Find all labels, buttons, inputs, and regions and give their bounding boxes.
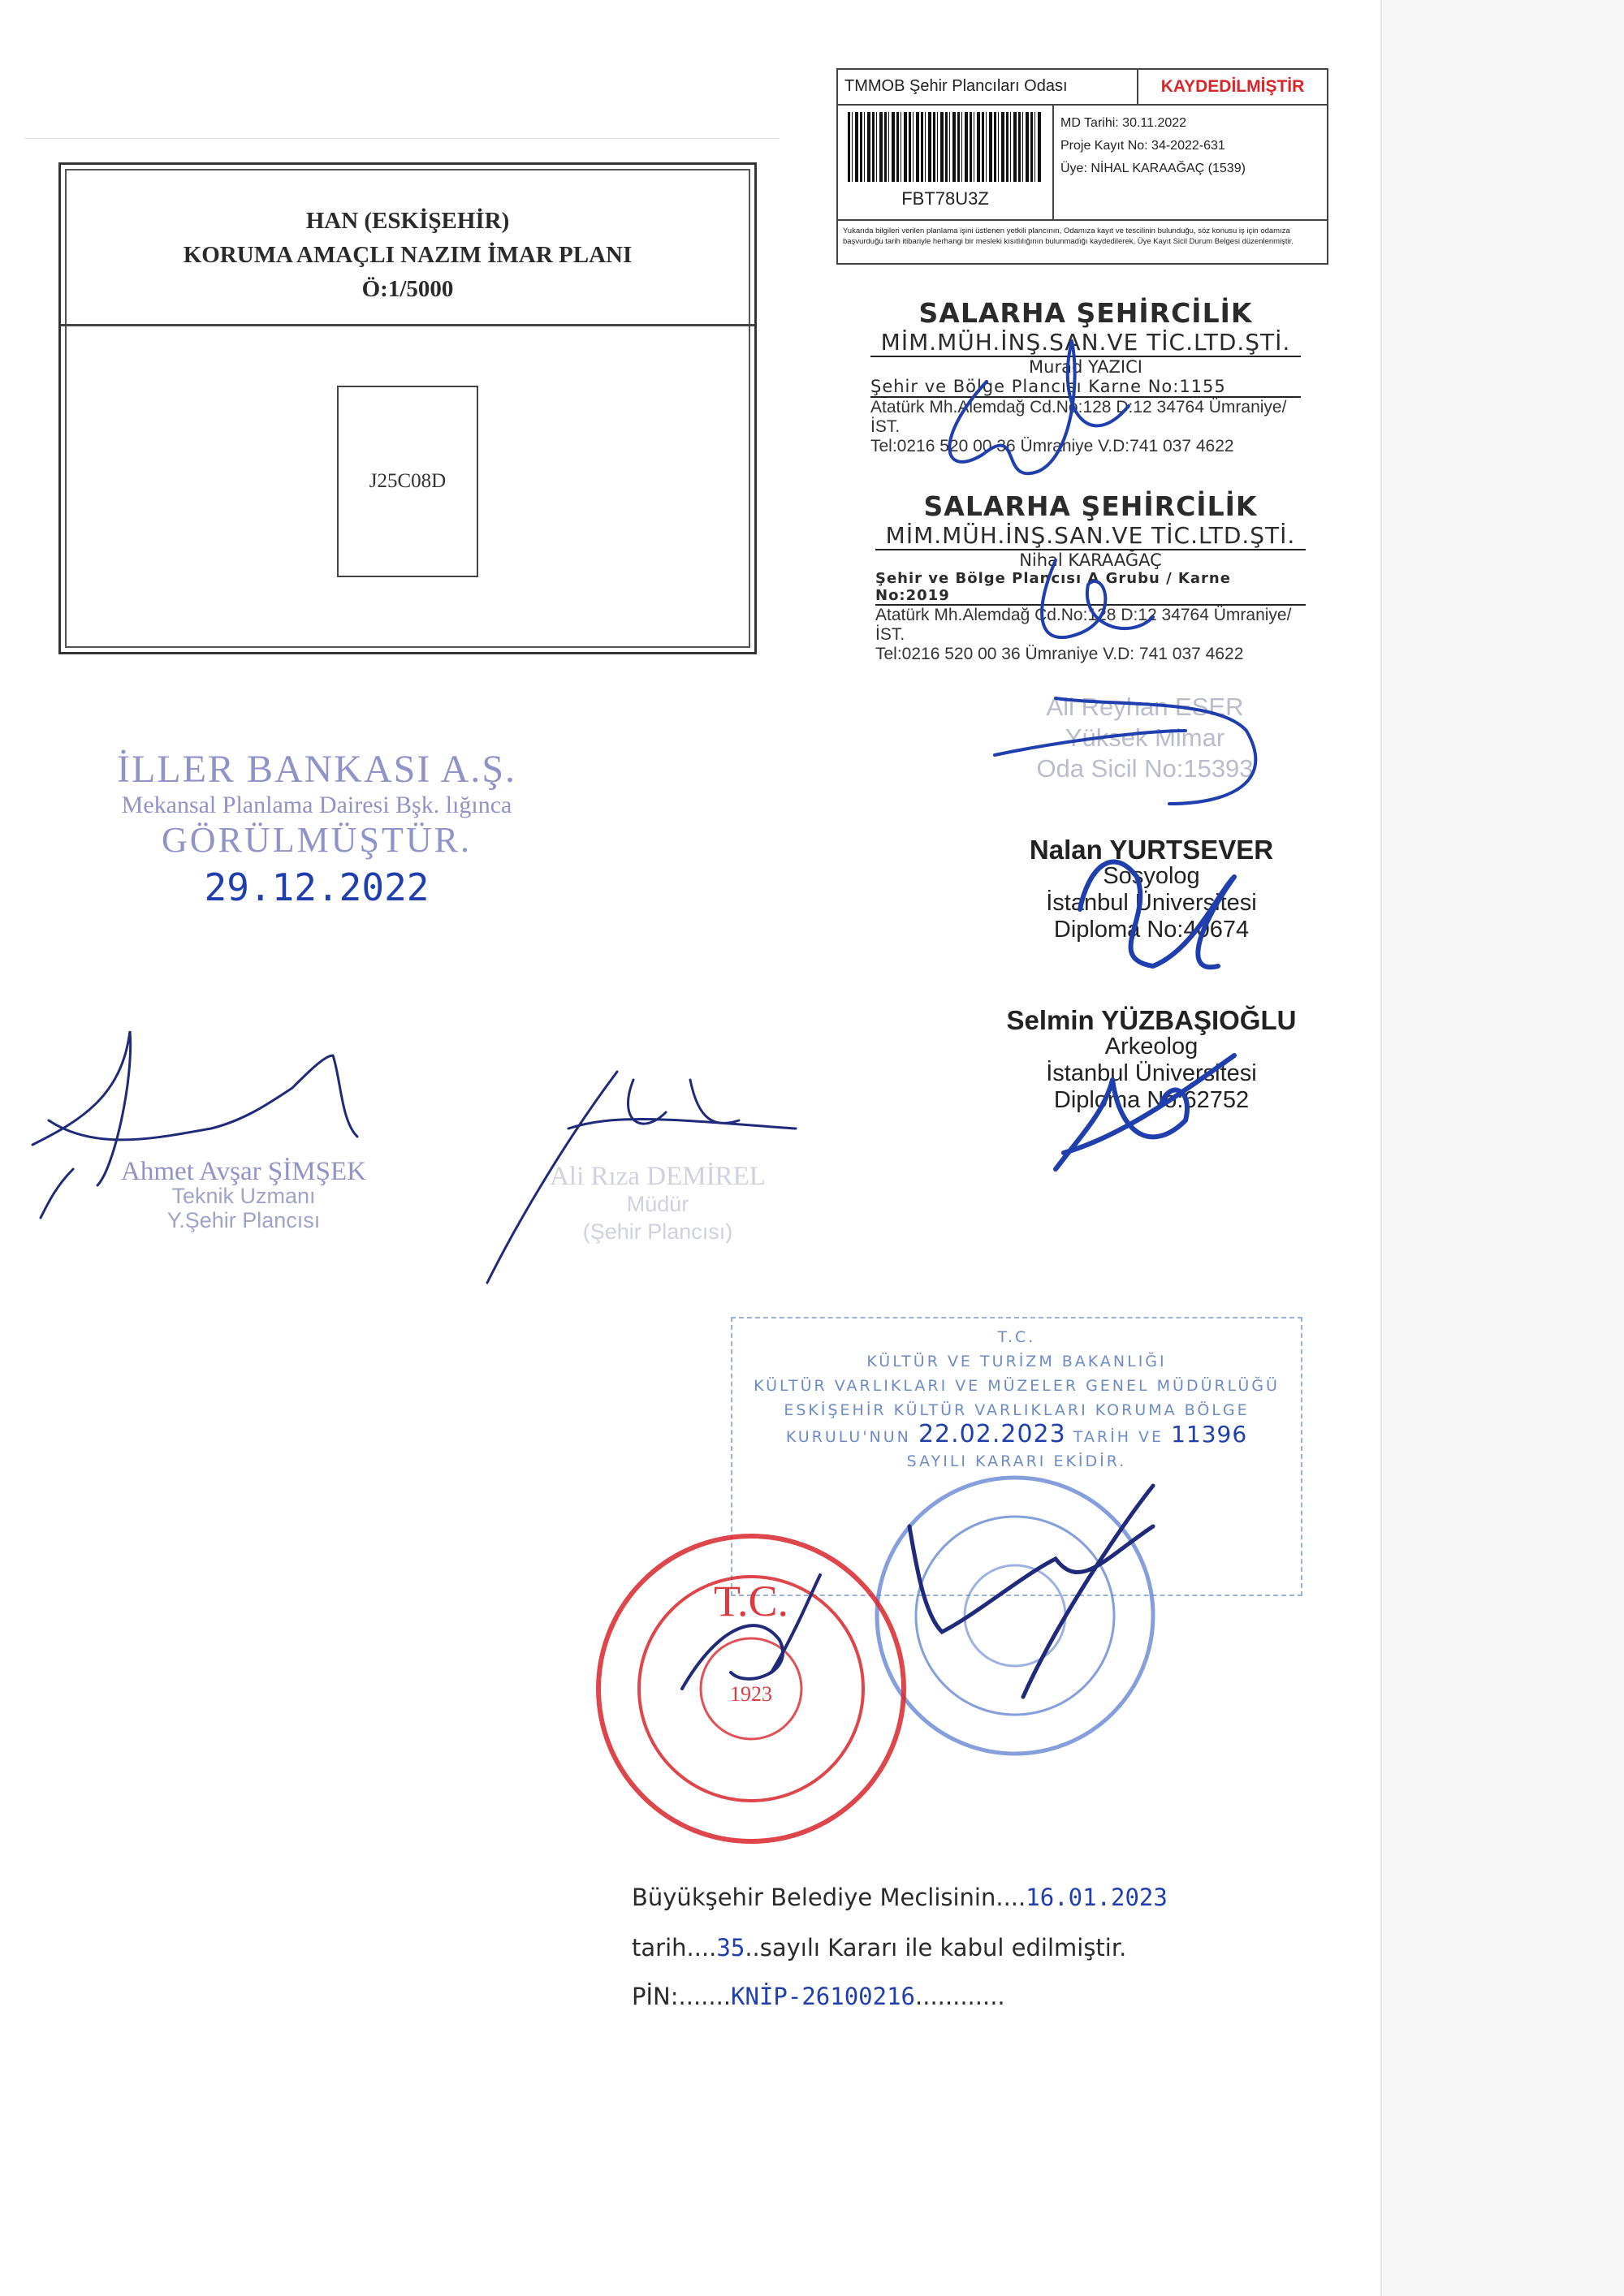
- company-type: MİM.MÜH.İNŞ.SAN.VE TİC.LTD.ŞTİ.: [875, 522, 1306, 550]
- meclis-line-1: Büyükşehir Belediye Meclisinin....16.01.2023: [632, 1884, 1168, 1911]
- person-name: Ali Rıza DEMİREL: [550, 1162, 766, 1191]
- signature-selmin: [1056, 1055, 1234, 1169]
- meclis-pin: KNİP-26100216: [731, 1983, 916, 2010]
- seal-top: T.C.: [714, 1577, 788, 1625]
- signature-murad: [949, 341, 1129, 473]
- meclis-line-2-prefix: tarih: [632, 1934, 687, 1962]
- person-title: Teknik Uzmanı: [171, 1184, 316, 1208]
- person-name: Ali Reyhan ESER: [1046, 693, 1244, 721]
- person-title: Arkeolog: [1104, 1034, 1199, 1060]
- meclis-line-1-prefix: Büyükşehir Belediye Meclisinin: [632, 1884, 996, 1911]
- person-university: İstanbul Üniversitesi: [1046, 1060, 1257, 1086]
- ministry-decision-date: 22.02.2023: [918, 1420, 1066, 1448]
- tmmob-org: TMMOB Şehir Plancıları Odası: [844, 77, 1068, 95]
- ministry-decision-mid: TARİH VE: [1073, 1428, 1164, 1446]
- ministry-name: KÜLTÜR VE TURİZM BAKANLIĞI: [866, 1353, 1167, 1370]
- meclis-line-2-suffix: sayılı Kararı ile kabul edilmiştir.: [759, 1934, 1127, 1962]
- person-name: Selmin YÜZBAŞIOĞLU: [1006, 1005, 1297, 1035]
- planner-title: Şehir ve Bölge Plancısı Karne No:1155: [870, 377, 1301, 398]
- planner-name: Nihal KARAAĞAÇ: [1019, 550, 1162, 570]
- project-reg-no: Proje Kayıt No: 34-2022-631: [1060, 139, 1225, 153]
- ministry-decision-end: SAYILI KARARI EKİDİR.: [906, 1452, 1127, 1470]
- meclis-line-3-prefix: PİN:: [632, 1983, 679, 2010]
- meclis-date: 16.01.2023: [1026, 1884, 1168, 1911]
- person-name: Nalan YURTSEVER: [1029, 835, 1274, 865]
- company-name: SALARHA ŞEHİRCİLİK: [923, 490, 1258, 522]
- tmmob-footnote: Yukarıda bilgileri verilen planlama işini üstlenen yetkili plancının, Odamıza kayıt ve tescilinin bulunduğu, söz konusu iş için odamıza başvurduğu tarih itibariyle herhangi bir mesleki kısıtlılığının bulunmadığı kaydedilerek, Üye Kayıt Sicil Durum Belgesi düzenlenmiştir.: [838, 219, 1327, 263]
- bank-department: Mekansal Planlama Dairesi Bşk. lığınca: [121, 792, 512, 818]
- person-university: İstanbul Üniversitesi: [1046, 890, 1257, 916]
- company-type: MİM.MÜH.İNŞ.SAN.VE TİC.LTD.ŞTİ.: [870, 329, 1301, 357]
- md-date: MD Tarihi: 30.11.2022: [1060, 116, 1187, 130]
- signature-ahmet: [32, 1031, 357, 1218]
- person-title: Müdür: [626, 1192, 689, 1216]
- sheet-code: J25C08D: [337, 386, 478, 577]
- seal-year: 1923: [730, 1682, 772, 1706]
- signature-ali-reyhan: [995, 698, 1255, 804]
- person-name: Ahmet Avşar ŞİMŞEK: [121, 1157, 366, 1186]
- person-sicil: Oda Sicil No:15393: [1036, 754, 1254, 783]
- barcode-text: FBT78U3Z: [901, 188, 989, 209]
- ministry-decision-no: 11396: [1171, 1421, 1248, 1448]
- ministry-round-seal: [877, 1478, 1153, 1754]
- planner-name: Murad YAZICI: [1029, 357, 1142, 377]
- company-address: Atatürk Mh.Alemdağ Cd.No:128 D:12 34764 Ümraniye/İST.: [870, 398, 1287, 436]
- bank-name: İLLER BANKASI A.Ş.: [116, 748, 517, 791]
- person-diploma: Diploma No:62752: [1053, 1087, 1250, 1113]
- person-diploma: Diploma No:40674: [1053, 917, 1250, 943]
- company-name: SALARHA ŞEHİRCİLİK: [918, 297, 1253, 329]
- signature-ali-riza: [487, 1072, 796, 1283]
- bank-date: 29.12.2022: [204, 865, 430, 909]
- municipality-seal: [598, 1536, 904, 1841]
- meclis-line-2: tarih....35..sayılı Kararı ile kabul edilmiştir.: [632, 1934, 1127, 1962]
- planner-title: Şehir ve Bölge Plancısı A Grubu / Karne No:2019: [875, 570, 1306, 606]
- member: Üye: NİHAL KARAAĞAÇ (1539): [1060, 162, 1246, 175]
- ministry-directorate: KÜLTÜR VARLIKLARI VE MÜZELER GENEL MÜDÜRLÜĞÜ: [754, 1377, 1280, 1395]
- person-subtitle: Y.Şehir Plancısı: [166, 1208, 321, 1232]
- person-title: Sosyolog: [1103, 863, 1200, 889]
- ministry-decision-prefix: KURULU'NUN: [785, 1428, 911, 1446]
- company-phone: Tel:0216 520 00 36 Ümraniye V.D: 741 037 4622: [875, 645, 1244, 663]
- plan-location: HAN (ESKİŞEHİR): [305, 208, 510, 234]
- company-phone: Tel:0216 520 00 36 Ümraniye V.D:741 037 4622: [870, 437, 1234, 455]
- plan-scale: Ö:1/5000: [361, 276, 454, 302]
- ministry-tc: T.C.: [997, 1328, 1036, 1346]
- meclis-decision-no: 35: [716, 1934, 745, 1962]
- ministry-board: ESKİŞEHİR KÜLTÜR VARLIKLARI KORUMA BÖLGE: [784, 1401, 1250, 1419]
- plan-name: KORUMA AMAÇLI NAZIM İMAR PLANI: [183, 242, 633, 268]
- bank-approval: GÖRÜLMÜŞTÜR.: [162, 820, 472, 860]
- person-subtitle: (Şehir Plancısı): [582, 1219, 733, 1244]
- signature-nihal: [1042, 560, 1153, 637]
- tmmob-status: KAYDEDİLMİŞTİR: [1137, 70, 1327, 104]
- company-address: Atatürk Mh.Alemdağ Cd.No:128 D:12 34764 Ümraniye/İST.: [875, 606, 1292, 644]
- signature-nalan: [1080, 861, 1234, 967]
- meclis-line-3: PİN:.......KNİP-26100216............: [632, 1983, 1005, 2010]
- person-title: Yüksek Mimar: [1065, 723, 1225, 752]
